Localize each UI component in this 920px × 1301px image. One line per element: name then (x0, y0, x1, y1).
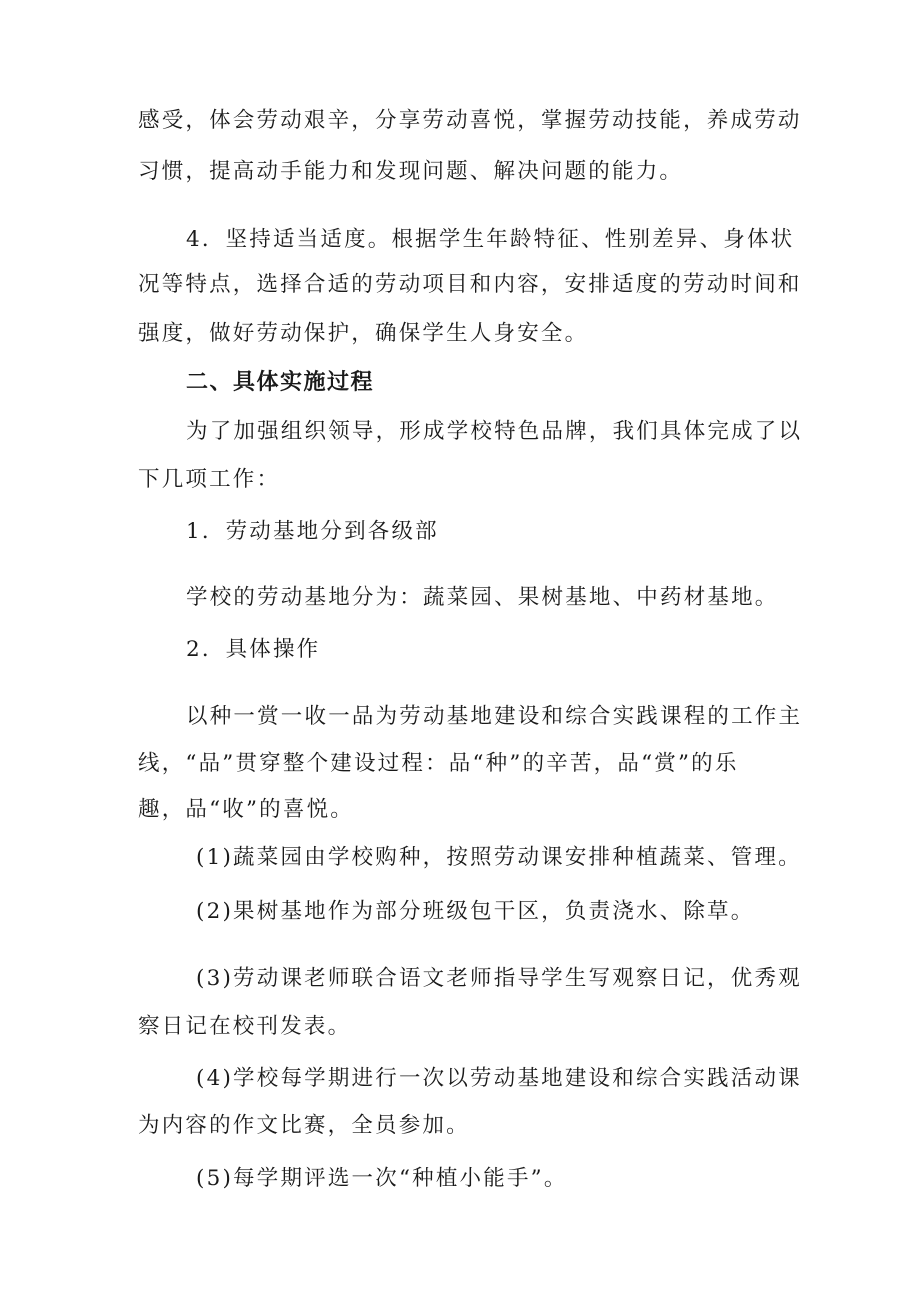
paragraph-line: 况等特点，选择合适的劳动项目和内容，安排适度的劳动时间和 (138, 272, 802, 297)
paragraph-line: 线，“品”贯穿整个建设过程：品“种”的辛苦，品“赏”的乐 (138, 751, 739, 776)
list-item-4: 4．坚持适当适度。根据学生年龄特征、性别差异、身体状 (186, 227, 795, 252)
sub-item-1: (1)蔬菜园由学校购种，按照劳动课安排种植蔬菜、管理。 (196, 845, 802, 870)
paragraph-line: 强度，做好劳动保护，确保学生人身安全。 (138, 321, 589, 346)
paragraph-line: 下几项工作： (138, 467, 281, 492)
paragraph-line: 察日记在校刊发表。 (138, 1014, 352, 1039)
paragraph-line: 为内容的作文比赛，全员参加。 (138, 1113, 470, 1138)
sub-item-3: (3)劳动课老师联合语文老师指导学生写观察日记，优秀观 (196, 966, 802, 991)
paragraph-line: 学校的劳动基地分为：蔬菜园、果树基地、中药材基地。 (186, 585, 779, 610)
section-heading: 二、具体实施过程 (186, 370, 375, 395)
list-item-2: 2．具体操作 (186, 637, 321, 662)
paragraph-line: 感受，体会劳动艰辛，分享劳动喜悦，掌握劳动技能，养成劳动 (138, 108, 802, 133)
sub-item-2: (2)果树基地作为部分班级包干区，负责浇水、除草。 (196, 899, 755, 924)
sub-item-5: (5)每学期评选一次“种植小能手”。 (196, 1166, 568, 1191)
list-item-1: 1．劳动基地分到各级部 (186, 519, 439, 544)
paragraph-line: 以种一赏一收一品为劳动基地建设和综合实践课程的工作主 (186, 704, 803, 729)
paragraph-line: 趣，品“收”的喜悦。 (138, 797, 354, 822)
paragraph-line: 习惯，提高动手能力和发现问题、解决问题的能力。 (138, 159, 684, 184)
paragraph-line: 为了加强组织领导，形成学校特色品牌，我们具体完成了以 (186, 419, 803, 444)
sub-item-4: (4)学校每学期进行一次以劳动基地建设和综合实践活动课 (196, 1066, 802, 1091)
